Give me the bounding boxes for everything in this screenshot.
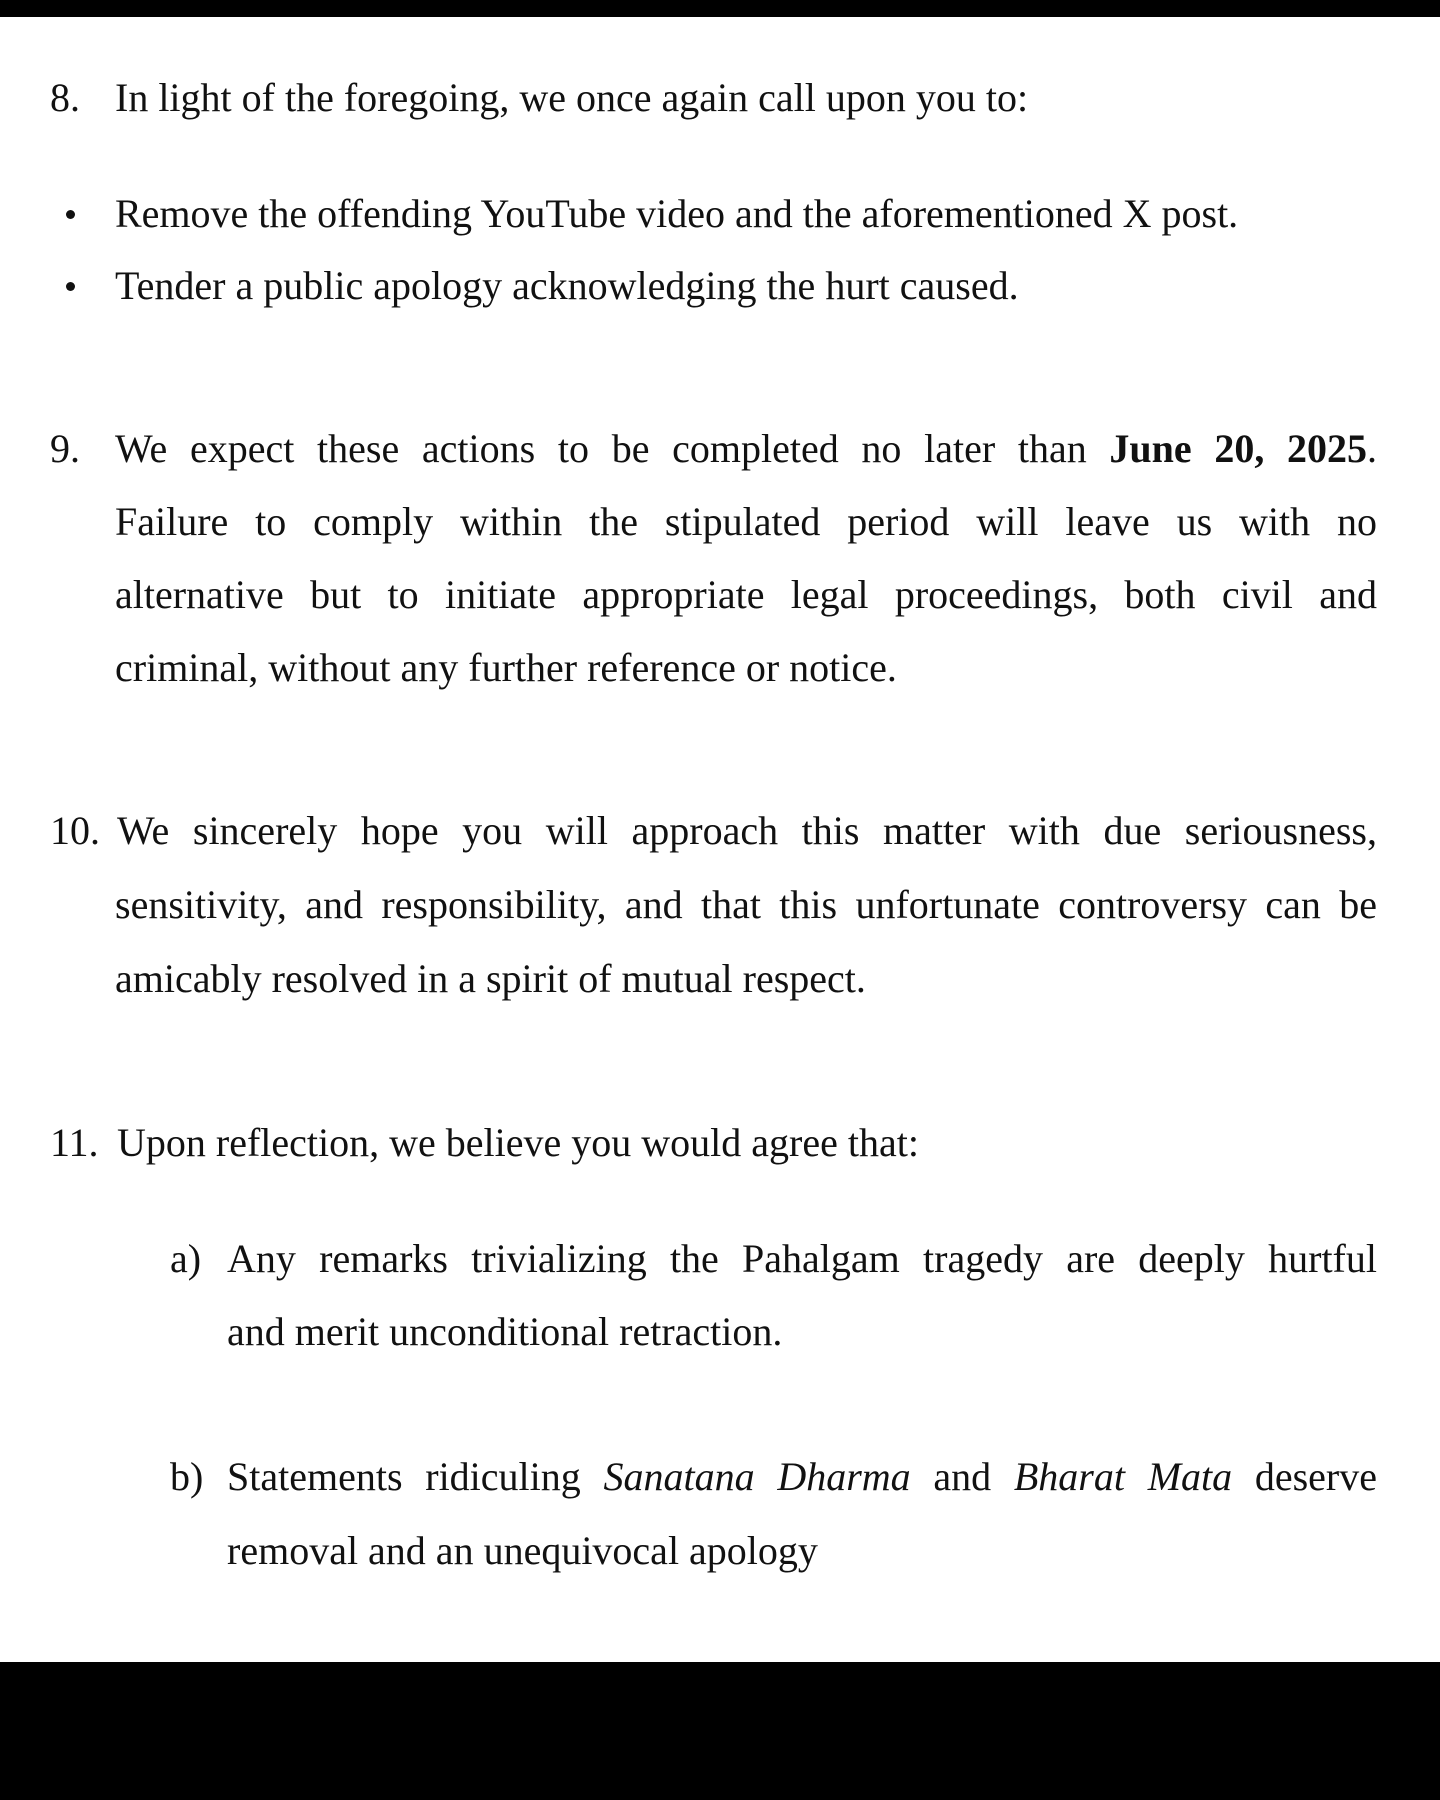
subitem-a-line-2: and merit unconditional retraction. <box>227 1309 783 1354</box>
bullet-dot-icon <box>66 282 75 291</box>
item-9-line-1 <box>115 425 1377 473</box>
subitem-b-label: b) <box>170 1454 204 1499</box>
item-9-line-4: criminal, without any further reference or notice. <box>115 645 897 690</box>
item-9-line-2: Failure to comply within the stipulated period will leave us with no <box>115 499 1377 544</box>
item-9-line-1-text: We expect these actions to be completed no later than <box>115 426 1087 471</box>
bullet-item-2: Tender a public apology acknowledging the hurt caused. <box>115 263 1019 308</box>
item-8-number: 8. <box>50 75 80 120</box>
item-9-line-3: alternative but to initiate appropriate legal proceedings, both civil and <box>115 572 1377 617</box>
bullet-item-1: Remove the offending YouTube video and the aforementioned X post. <box>115 191 1239 236</box>
bullet-dot-icon <box>66 210 75 219</box>
item-11-number: 11. <box>50 1120 99 1165</box>
item-11-text: Upon reflection, we believe you would agree that: <box>117 1120 919 1165</box>
subitem-b-text-2: and <box>933 1454 992 1499</box>
item-9-line-1-end: . <box>1367 426 1378 471</box>
item-8-text: In light of the foregoing, we once again call upon you to: <box>115 75 1029 120</box>
subitem-a-line-1: Any remarks trivializing the Pahalgam tragedy are deeply hurtful <box>227 1236 1377 1281</box>
deadline-date: June 20, 2025 <box>1109 426 1368 471</box>
item-10-line-1: We sincerely hope you will approach this matter with due seriousness, <box>117 808 1377 853</box>
subitem-b-text-3: deserve <box>1254 1454 1378 1499</box>
document-page <box>0 17 1440 1662</box>
item-10-line-3: amicably resolved in a spirit of mutual respect. <box>115 956 866 1001</box>
bottom-black-bar <box>0 1662 1440 1800</box>
item-10-line-2: sensitivity, and responsibility, and that this unfortunate controversy can be <box>115 882 1377 927</box>
item-10-number: 10. <box>50 808 100 853</box>
subitem-b-line-2: removal and an unequivocal apology <box>227 1528 818 1573</box>
subitem-b-text-1: Statements ridiculing <box>227 1454 581 1499</box>
term-sanatana-dharma: Sanatana Dharma <box>603 1454 911 1499</box>
item-9-number: 9. <box>50 426 80 471</box>
term-bharat-mata: Bharat Mata <box>1013 1454 1233 1499</box>
top-black-bar <box>0 0 1440 17</box>
subitem-b-line-1 <box>227 1453 1377 1501</box>
subitem-a-label: a) <box>170 1236 202 1281</box>
